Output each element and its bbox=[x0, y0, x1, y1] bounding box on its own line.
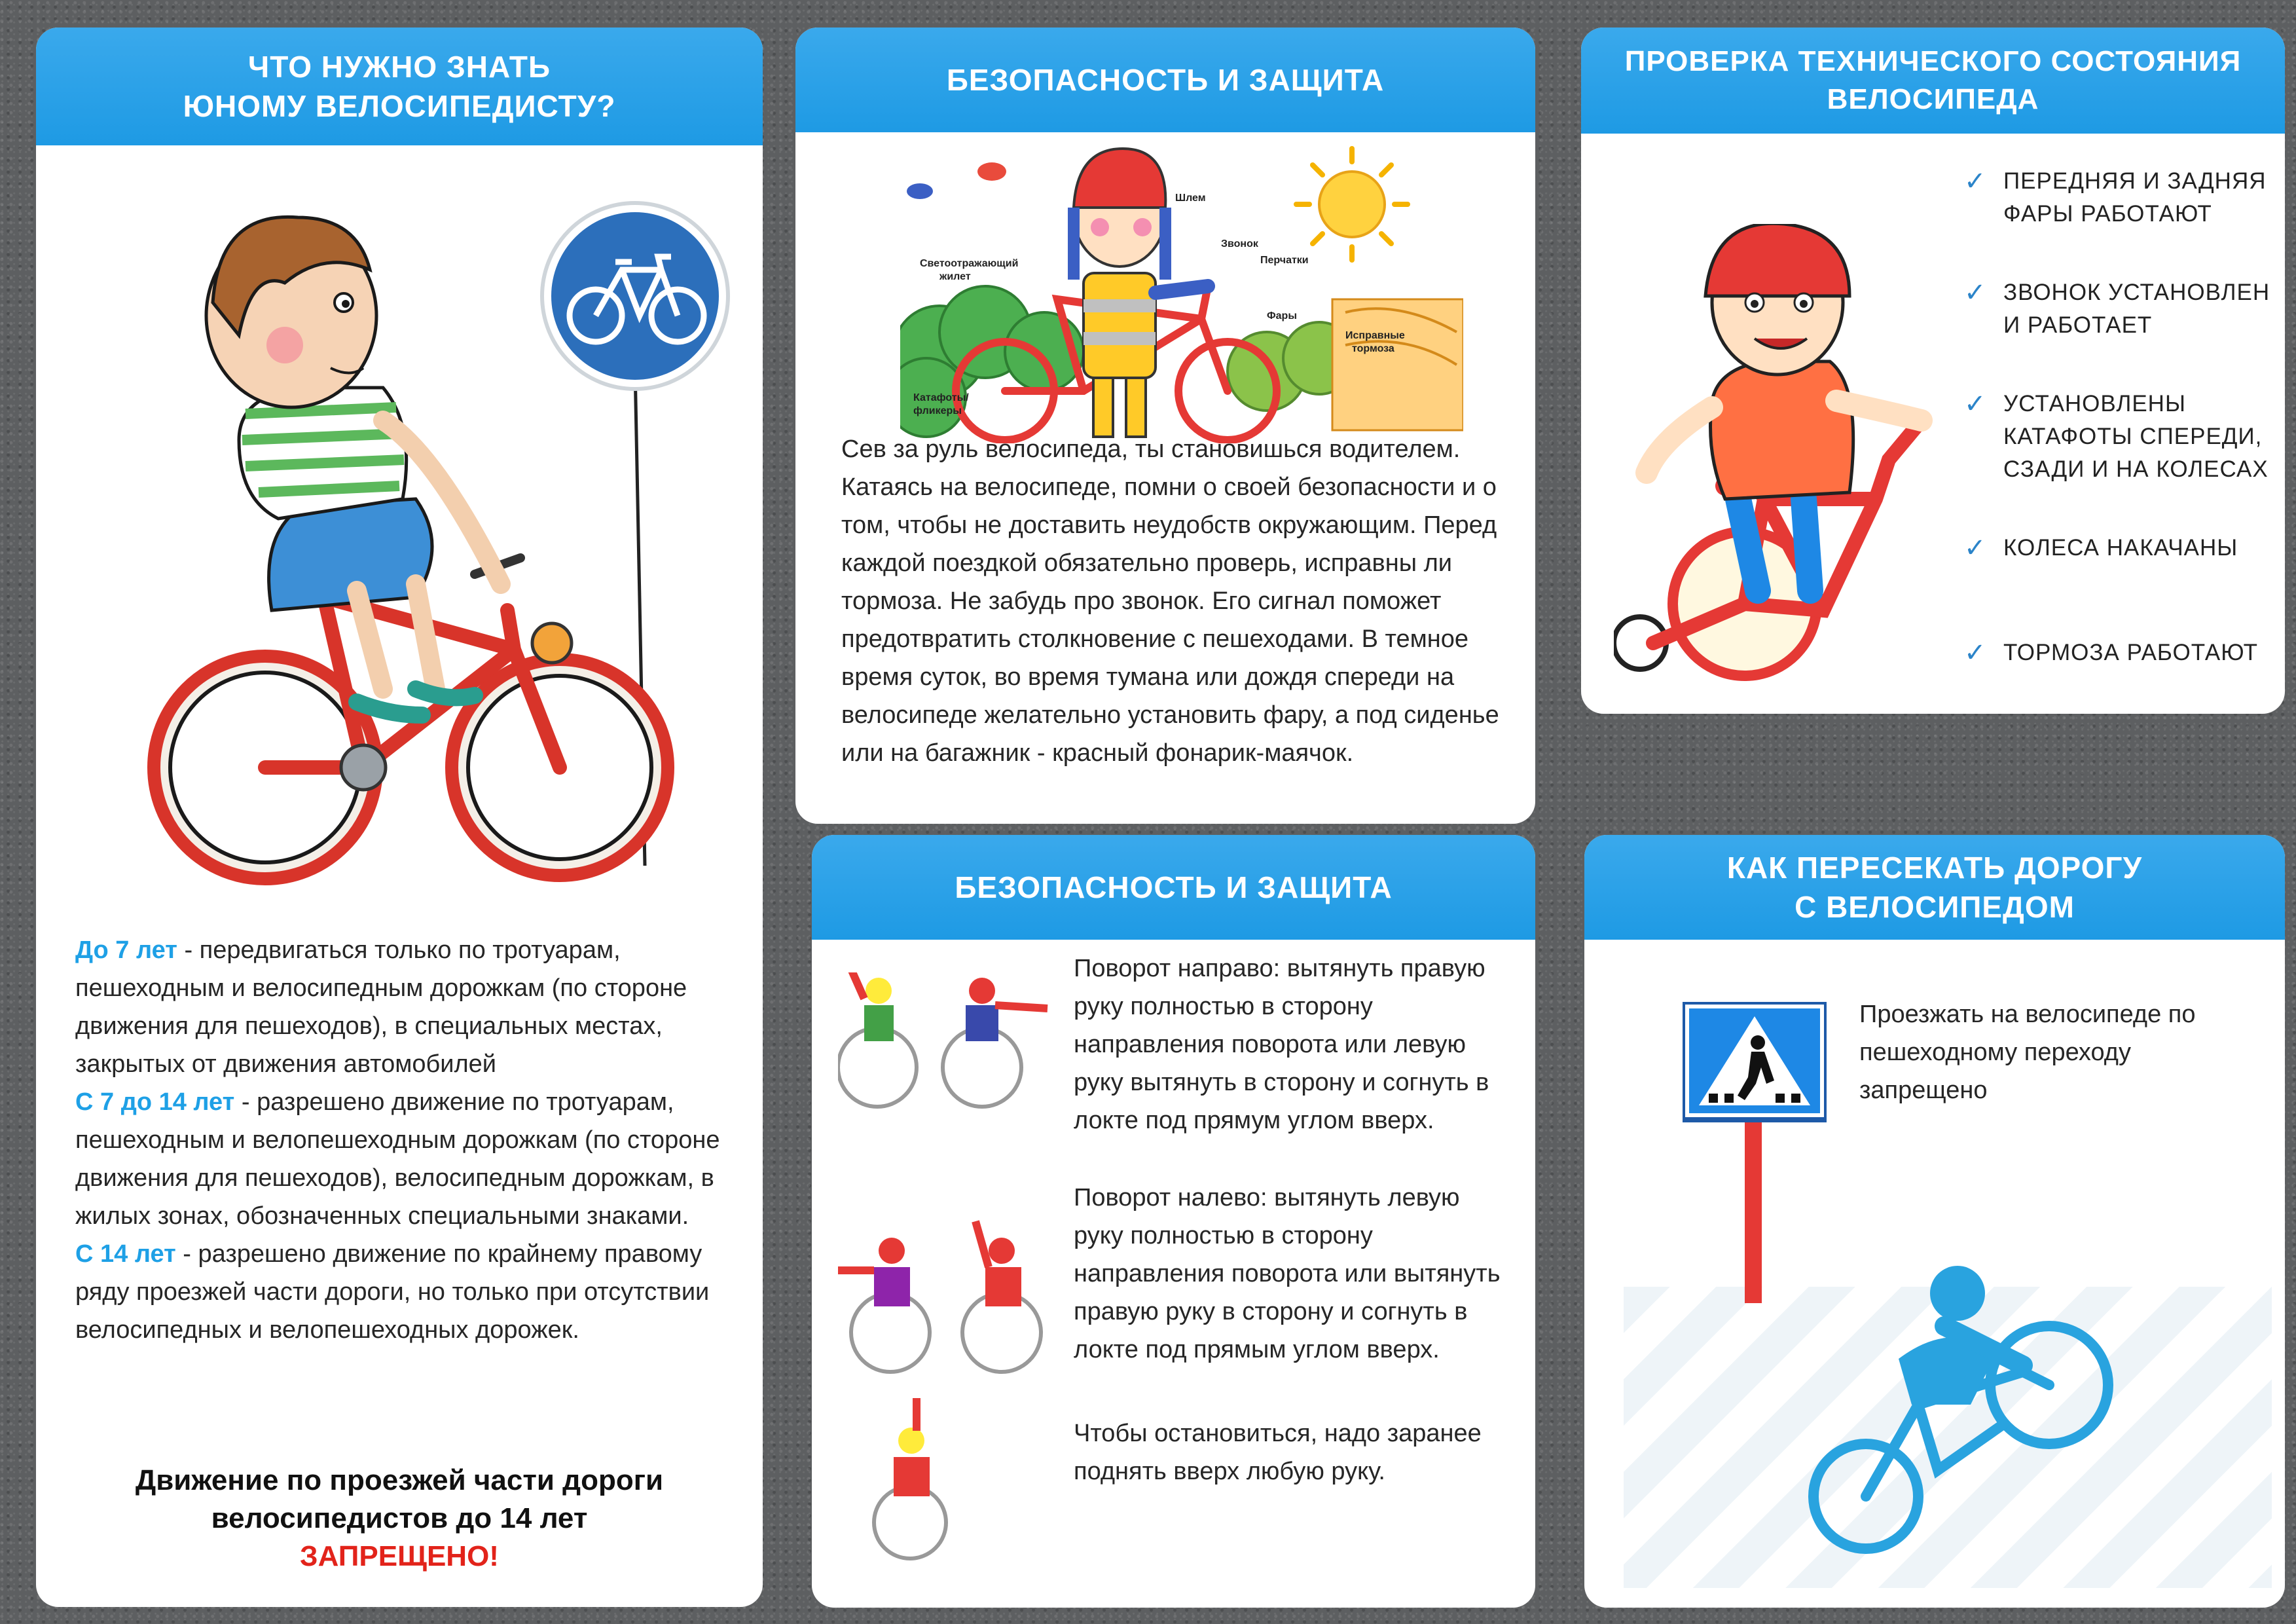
warning-line1: Движение по проезжей части дороги bbox=[135, 1464, 664, 1496]
label-gloves: Перчатки bbox=[1260, 255, 1309, 266]
checklist-item-text: ПЕРЕДНЯЯ И ЗАДНЯЯ ФАРЫ РАБОТАЮТ bbox=[2003, 168, 2267, 227]
panel-safety-header bbox=[795, 28, 1535, 132]
age-label-14-plus: С 14 лет bbox=[75, 1240, 176, 1268]
warning-line2: велосипедистов до 14 лет bbox=[211, 1502, 588, 1534]
age-rule-14-plus bbox=[75, 1235, 743, 1349]
checkmark-icon: ✓ bbox=[1964, 167, 1987, 196]
right-turn-signal-figures bbox=[838, 972, 1048, 1107]
panel-young-cyclist bbox=[36, 28, 763, 1607]
checklist-item bbox=[1964, 276, 2272, 342]
panel-tech-check-title-line2: ВЕЛОСИПЕДА bbox=[1827, 83, 2039, 115]
panel-hand-signals bbox=[812, 835, 1535, 1608]
panel-safety-protection bbox=[795, 28, 1535, 824]
panel-road-crossing-header bbox=[1584, 835, 2285, 940]
left-turn-instruction: Поворот налево: вытянуть левую руку полностью в сторону направления поворота или вытянуть правую руку в сторону и согнуть в локте под прямым углом вверх. bbox=[1074, 1184, 1501, 1363]
panel-tech-check-header bbox=[1581, 28, 2285, 134]
checklist-item bbox=[1964, 637, 2272, 669]
checkmark-icon: ✓ bbox=[1964, 278, 1987, 307]
panel-young-cyclist-header bbox=[36, 28, 763, 145]
panel-young-cyclist-title-line2: ЮНОМУ ВЕЛОСИПЕДИСТУ? bbox=[183, 89, 616, 123]
birds-icon bbox=[907, 162, 1006, 199]
label-brakes-line1: Исправные bbox=[1345, 330, 1405, 341]
stop-instruction: Чтобы остановиться, надо заранее поднять вверх любую руку. bbox=[1074, 1420, 1482, 1485]
checkmark-icon: ✓ bbox=[1964, 534, 1987, 563]
right-turn-instruction: Поворот направо: вытянуть правую руку полностью в сторону направления поворота или левую руку вытянуть в сторону и согнуть в локте под прямум углом вверх. bbox=[1074, 955, 1489, 1134]
age-label-7-to-14: С 7 до 14 лет bbox=[75, 1088, 235, 1116]
age-rule-under-7 bbox=[75, 931, 743, 1083]
label-helmet: Шлем bbox=[1175, 193, 1206, 204]
checklist-item-text: ТОРМОЗА РАБОТАЮТ bbox=[2003, 640, 2259, 665]
age-text-under-7: - передвигаться только по тротуарам, пешеходным и велосипедным дорожкам (по стороне движения для пешеходов), в специальных местах, закрытых от движения автомобилей bbox=[75, 936, 687, 1078]
panel-road-crossing-title-line1: КАК ПЕРЕСЕКАТЬ ДОРОГУ bbox=[1726, 851, 2143, 885]
label-bell: Звонок bbox=[1221, 238, 1258, 249]
label-vest-line1: Светоотражающий bbox=[920, 258, 1019, 269]
panel-tech-check-title-line1: ПРОВЕРКА ТЕХНИЧЕСКОГО СОСТОЯНИЯ bbox=[1624, 45, 2242, 77]
panel-road-crossing bbox=[1584, 835, 2285, 1608]
crossed-cyclist-icon bbox=[1807, 1254, 2147, 1581]
boy-on-bicycle-illustration bbox=[108, 191, 730, 912]
panel-young-cyclist-title-line1: ЧТО НУЖНО ЗНАТЬ bbox=[247, 50, 551, 84]
label-vest-line2: жилет bbox=[939, 271, 971, 282]
label-reflectors-line2: фликеры bbox=[913, 405, 962, 416]
label-brakes-line2: тормоза bbox=[1352, 343, 1394, 354]
age-rules-text bbox=[75, 931, 743, 1349]
stop-signal-figure bbox=[874, 1398, 946, 1559]
label-lights: Фары bbox=[1267, 310, 1297, 322]
checklist-item-text: ЗВОНОК УСТАНОВЛЕН И РАБОТАЕТ bbox=[2003, 280, 2270, 338]
checklist-item bbox=[1964, 165, 2272, 231]
pedestrian-crossing-sign-icon bbox=[1683, 1002, 1827, 1303]
age-label-under-7: До 7 лет bbox=[75, 936, 177, 964]
hand-signals-text bbox=[1074, 950, 1512, 1490]
checklist-item-text: УСТАНОВЛЕНЫ КАТАФОТЫ СПЕРЕДИ, СЗАДИ И НА КОЛЕСАХ bbox=[2003, 391, 2269, 482]
age-text-14-plus: - разрешено движение по крайнему правому ряду проезжей части дороги, но только при отсутствии велосипедных и велопешеходных дорожек. bbox=[75, 1240, 710, 1344]
boy-with-helmet-bicycle-illustration bbox=[1614, 224, 1967, 695]
road-ban-warning bbox=[62, 1462, 737, 1576]
safety-paragraph: Сев за руль велосипеда, ты становишься водителем. Катаясь на велосипеде, помни о своей безопасности и о том, чтобы не доставить неудобств окружающим. Перед каждой поездкой обязательно проверь, исправны ли тормоза. Не забудь про звонок. Его сигнал поможет предотвратить столкновение с пешеходами. В темное время суток, во время тумана или дождя спереди на велосипеде желательно установить фару, а под сиденье или на багажник - красный фонарик-маячок. bbox=[841, 435, 1499, 767]
crossing-rule-text: Проезжать на велосипеде по пешеходному переходу запрещено bbox=[1859, 1001, 2196, 1104]
hand-signal-cyclists-illustration bbox=[838, 972, 1061, 1562]
panel-tech-check bbox=[1581, 28, 2285, 714]
label-reflectors-line1: Катафоты/ bbox=[913, 392, 969, 403]
checklist-item-text: КОЛЕСА НАКАЧАНЫ bbox=[2003, 535, 2238, 561]
left-turn-signal-figures bbox=[838, 1221, 1041, 1372]
checkmark-icon: ✓ bbox=[1964, 638, 1987, 667]
panel-safety-title: БЕЗОПАСНОСТЬ И ЗАЩИТА bbox=[946, 63, 1385, 97]
panel-hand-signals-header bbox=[812, 835, 1535, 940]
sun-icon bbox=[1296, 149, 1408, 260]
panel-hand-signals-title: БЕЗОПАСНОСТЬ И ЗАЩИТА bbox=[955, 870, 1393, 904]
safety-equipment-illustration bbox=[900, 136, 1463, 443]
checklist-item bbox=[1964, 532, 2272, 564]
warning-forbidden: ЗАПРЕЩЕНО! bbox=[300, 1540, 499, 1572]
age-rule-7-to-14 bbox=[75, 1083, 743, 1235]
tech-checklist bbox=[1964, 165, 2272, 669]
checkmark-icon: ✓ bbox=[1964, 390, 1987, 418]
age-text-7-to-14: - разрешено движение по тротуарам, пешеходным и велопешеходным дорожкам (по стороне движения для пешеходов), велосипедным дорожкам, в жилых зонах, обозначенных специальными знаками. bbox=[75, 1088, 720, 1230]
checklist-item bbox=[1964, 388, 2272, 486]
panel-road-crossing-title-line2: С ВЕЛОСИПЕДОМ bbox=[1795, 890, 2075, 924]
